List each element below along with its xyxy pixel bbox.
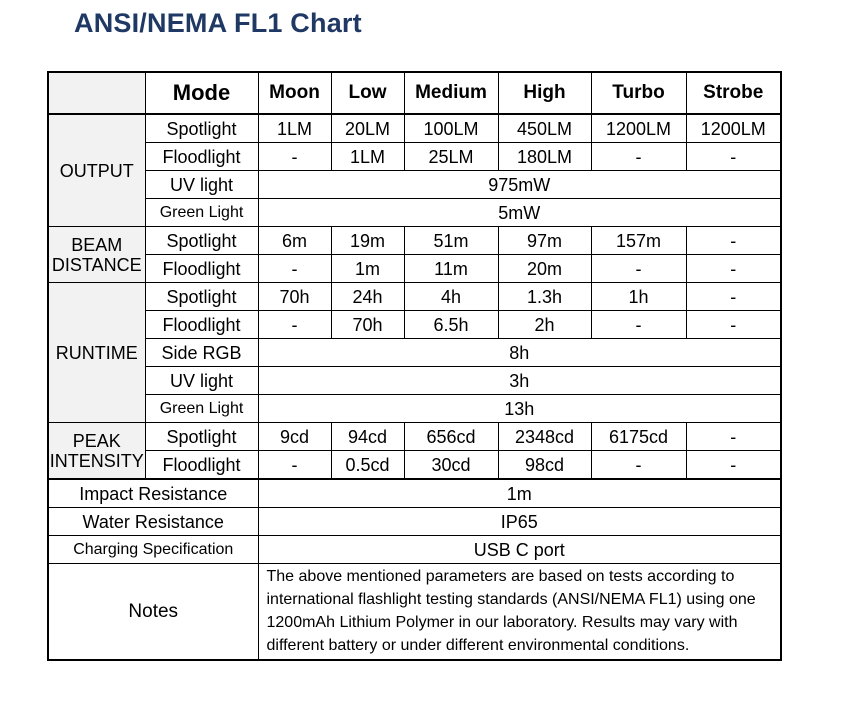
notes-row [48,564,781,661]
table-cell: 0.5cd [331,451,404,480]
table-cell: 1200LM [686,114,781,143]
impact-row [48,479,781,508]
table-cell: 1200LM [591,114,686,143]
runtime-category: RUNTIME [48,283,145,423]
output-spotlight-row [48,114,781,143]
table-cell: - [258,451,331,480]
charging-label: Charging Specification [48,536,258,564]
water-value: IP65 [258,508,781,536]
row-label: Green Light [145,199,258,227]
table-cell: - [686,423,781,451]
table-cell: 94cd [331,423,404,451]
water-label: Water Resistance [48,508,258,536]
runtime-floodlight-row [48,311,781,339]
table-cell: 13h [258,395,781,423]
table-cell: 20m [498,255,591,283]
beam-spotlight-row [48,227,781,255]
table-cell: 450LM [498,114,591,143]
runtime-uv-row [48,367,781,395]
runtime-rgb-row [48,339,781,367]
beam-floodlight-row [48,255,781,283]
table-cell: 25LM [404,143,498,171]
table-cell: 5mW [258,199,781,227]
table-cell: 70h [258,283,331,311]
row-label: UV light [145,171,258,199]
table-cell: 8h [258,339,781,367]
table-cell: - [686,255,781,283]
row-label: Spotlight [145,227,258,255]
charging-value: USB C port [258,536,781,564]
runtime-green-row [48,395,781,423]
runtime-spotlight-row [48,283,781,311]
row-label: Spotlight [145,114,258,143]
output-floodlight-row [48,143,781,171]
table-cell: - [686,227,781,255]
output-uv-row [48,171,781,199]
table-cell: 2h [498,311,591,339]
impact-value: 1m [258,479,781,508]
peak-spotlight-row [48,423,781,451]
row-label: Floodlight [145,311,258,339]
table-cell: 975mW [258,171,781,199]
table-cell: - [686,283,781,311]
output-green-row [48,199,781,227]
table-cell: 6175cd [591,423,686,451]
table-cell: 157m [591,227,686,255]
table-cell: 19m [331,227,404,255]
table-cell: - [591,255,686,283]
table-cell: - [591,311,686,339]
header-turbo: Turbo [591,72,686,114]
notes-text: The above mentioned parameters are based on tests according to international flashlight testing standards (ANSI/NEMA FL1) using one 1200mAh Lithium Polymer in our laboratory. Results may vary with different battery or under different environmental conditions. [258,564,781,661]
table-cell: 6m [258,227,331,255]
beam-category [48,227,145,283]
table-cell: - [258,311,331,339]
row-label: UV light [145,367,258,395]
row-label: Side RGB [145,339,258,367]
table-cell: 70h [331,311,404,339]
header-high: High [498,72,591,114]
table-cell: 1m [331,255,404,283]
row-label: Green Light [145,395,258,423]
header-row [48,72,781,114]
table-cell: 180LM [498,143,591,171]
table-cell: 1LM [258,114,331,143]
table-cell: - [686,143,781,171]
table-cell: 97m [498,227,591,255]
header-mode: Mode [145,72,258,114]
row-label: Spotlight [145,423,258,451]
charging-row [48,536,781,564]
table-cell: 1LM [331,143,404,171]
notes-label: Notes [48,564,258,661]
header-strobe: Strobe [686,72,781,114]
peak-category [48,423,145,480]
row-label: Floodlight [145,143,258,171]
table-cell: - [686,451,781,480]
spec-table [47,71,782,661]
table-cell: 30cd [404,451,498,480]
table-cell: 656cd [404,423,498,451]
table-cell: 20LM [331,114,404,143]
table-cell: - [258,255,331,283]
table-cell: 2348cd [498,423,591,451]
table-cell: - [591,143,686,171]
table-cell: 98cd [498,451,591,480]
table-cell: 6.5h [404,311,498,339]
header-moon: Moon [258,72,331,114]
table-cell: 4h [404,283,498,311]
output-category: OUTPUT [48,114,145,227]
water-row [48,508,781,536]
table-cell: - [258,143,331,171]
table-cell: - [591,451,686,480]
table-cell: 100LM [404,114,498,143]
peak-floodlight-row [48,451,781,480]
peak-label-line1: PEAK [72,430,121,451]
table-cell: 24h [331,283,404,311]
header-medium: Medium [404,72,498,114]
table-cell: 3h [258,367,781,395]
chart-title: ANSI/NEMA FL1 Chart [74,8,362,38]
beam-label-line2: DISTANCE [51,254,142,275]
table-cell: 51m [404,227,498,255]
row-label: Floodlight [145,255,258,283]
table-cell: 9cd [258,423,331,451]
row-label: Spotlight [145,283,258,311]
impact-label: Impact Resistance [48,479,258,508]
table-cell: - [686,311,781,339]
table-cell: 1h [591,283,686,311]
peak-label-line2: INTENSITY [49,450,144,471]
table-cell: 1.3h [498,283,591,311]
row-label: Floodlight [145,451,258,480]
table-cell: 11m [404,255,498,283]
header-corner [48,72,145,114]
beam-label-line1: BEAM [71,234,123,255]
header-low: Low [331,72,404,114]
